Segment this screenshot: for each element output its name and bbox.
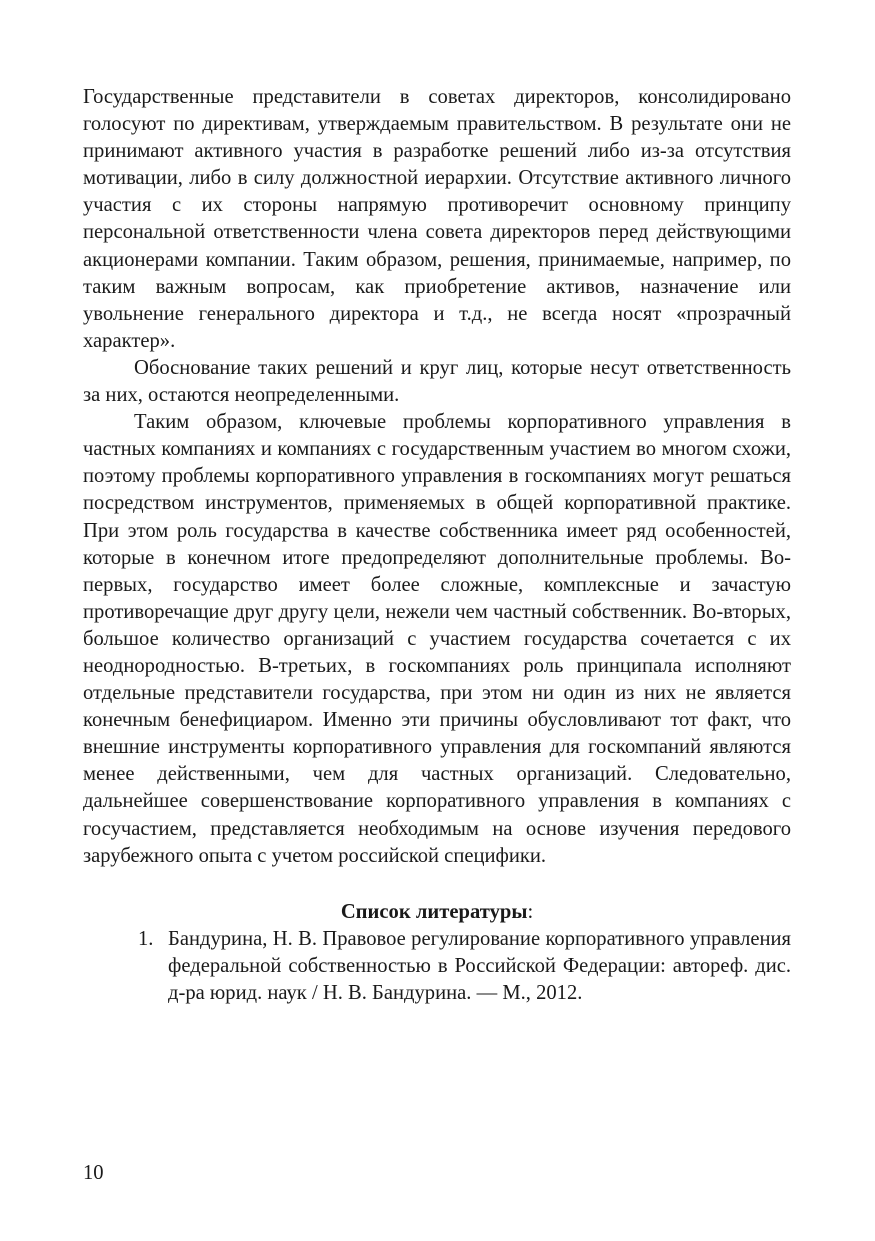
reference-text: Бандурина, Н. В. Правовое регулирование корпоративного управления федеральной собственностью в Российской Федерации: автореф. дис. д-ра юрид. наук / Н. В. Бандурина. — М., 2012. <box>168 927 791 1004</box>
body-paragraph-1: Государственные представители в советах директоров, консолидировано голосуют по директивам, утверждаемым правительством. В результате они не принимают активного участия в разработке решений либо из-за отсутствия мотивации, либо в силу должностной иерархии. Отсутствие активного личного участия с их стороны напрямую противоречит основному принципу персональной ответственности члена совета директоров перед действующими акционерами компании. Таким образом, решения, принимаемые, например, по таким важным вопросам, как приобретение активов, назначение или увольнение генерального директора и т.д., не всегда носят «прозрачный характер». <box>83 86 791 352</box>
page-content <box>83 84 791 1007</box>
page-number: 10 <box>83 1162 104 1184</box>
body-paragraph-2: Обоснование таких решений и круг лиц, которые несут ответственность за них, остаются неопределенными. <box>83 356 791 407</box>
reference-item <box>83 926 791 1007</box>
references-heading <box>83 899 791 926</box>
references-list <box>83 926 791 1007</box>
references-heading-title: Список литературы <box>340 900 528 923</box>
reference-number: 1. <box>138 927 154 950</box>
body-paragraph-3: Таким образом, ключевые проблемы корпоративного управления в частных компаниях и компаниях с государственным участием во многом схожи, поэтому проблемы корпоративного управления в госкомпаниях могут решаться посредством инструментов, применяемых в общей корпоративной практике. При этом роль государства в качестве собственника имеет ряд особенностей, которые в конечном итоге предопределяют дополнительные проблемы. Во-первых, государство имеет более сложные, комплексные и зачастую противоречащие друг другу цели, нежели чем частный собственник. Во-вторых, большое количество организаций с участием государства сочетается с их неоднородностью. В-третьих, в госкомпаниях роль принципала исполняют отдельные представители государства, при этом ни один из них не является конечным бенефициаром. Именно эти причины обусловливают тот факт, что внешние инструменты корпоративного управления для госкомпаний являются менее действенными, чем для частных организаций. Следовательно, дальнейшее совершенствование корпоративного управления в компаниях с госучастием, представляется необходимым на основе изучения передового зарубежного опыта с учетом российской специфики. <box>83 411 791 867</box>
references-heading-colon: : <box>527 900 534 923</box>
